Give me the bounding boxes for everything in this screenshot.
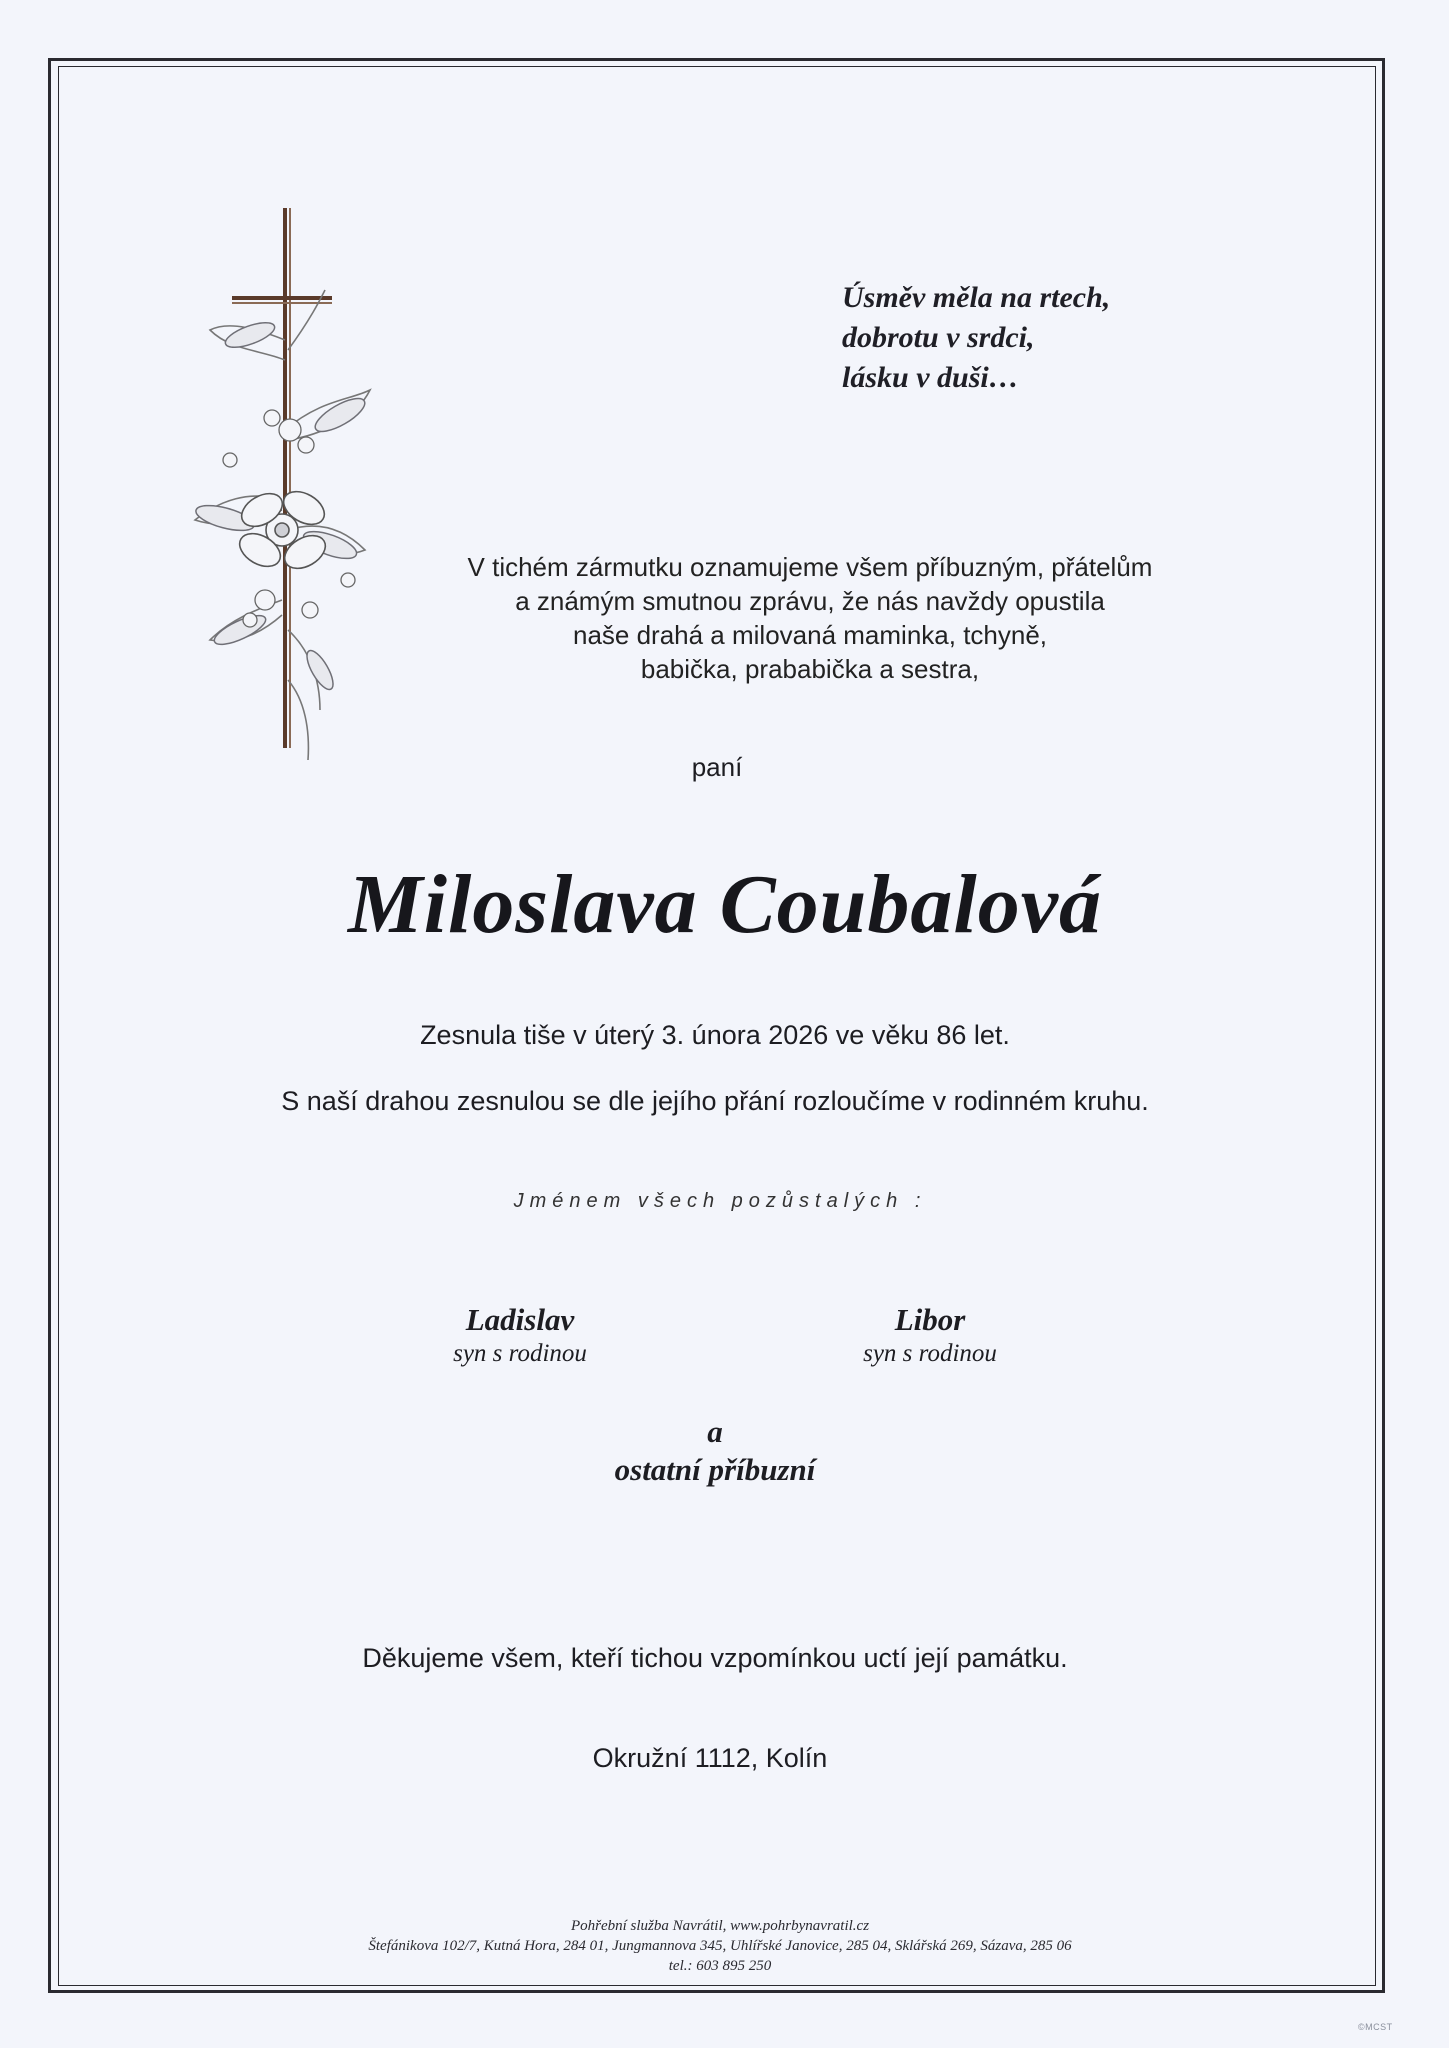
announcement-intro [420,550,1200,686]
intro-line: a známým smutnou zprávu, že nás navždy opustila [515,586,1105,616]
conjunction: a [707,1414,723,1449]
relative-role: syn s rodinou [453,1340,587,1367]
corner-stamp: ©MCST [1358,2022,1393,2032]
relative-name: Libor [894,1302,966,1337]
motto-line: Úsměv měla na rtech, [842,281,1111,314]
relative-name: Ladislav [465,1302,575,1337]
relative-role: syn s rodinou [863,1340,997,1367]
intro-line: babička, prababička a sestra, [640,654,980,684]
farewell-notice: S naší drahou zesnulou se dle jejího přání rozloučíme v rodinném kruhu. [281,1086,1149,1116]
motto-line: lásku v duši… [842,361,1019,394]
address: Okružní 1112, Kolín [592,1743,828,1773]
deceased-name: Miloslava Coubalová [347,858,1103,951]
footer-line: Pohřební služba Navrátil, www.pohrbynavratil.cz [570,1918,870,1934]
relative-1 [380,1302,660,1370]
intro-line: naše drahá a milovaná maminka, tchyně, [572,620,1048,650]
on-behalf-label: Jménem všech pozůstalých : [513,1190,927,1212]
funeral-service-footer [200,1916,1240,1976]
thanks-note: Děkujeme všem, kteří tichou vzpomínkou uctí její památku. [362,1643,1068,1673]
motto [842,278,1262,398]
intro-line: V tichém zármutku oznamujeme všem příbuzným, přátelům [467,552,1153,582]
footer-line: tel.: 603 895 250 [668,1958,772,1974]
other-relatives: ostatní příbuzní [614,1452,816,1487]
motto-line: dobrotu v srdci, [842,321,1035,354]
relative-2 [790,1302,1070,1370]
footer-line: Štefánikova 102/7, Kutná Hora, 284 01, Jungmannova 345, Uhlířské Janovice, 285 04, Sklářská 269, Sázava, 285 06 [368,1938,1072,1954]
cross-with-flowers-icon [170,200,390,770]
death-notice: Zesnula tiše v úterý 3. února 2026 ve věku 86 let. [420,1020,1010,1050]
salutation: paní [691,752,743,782]
